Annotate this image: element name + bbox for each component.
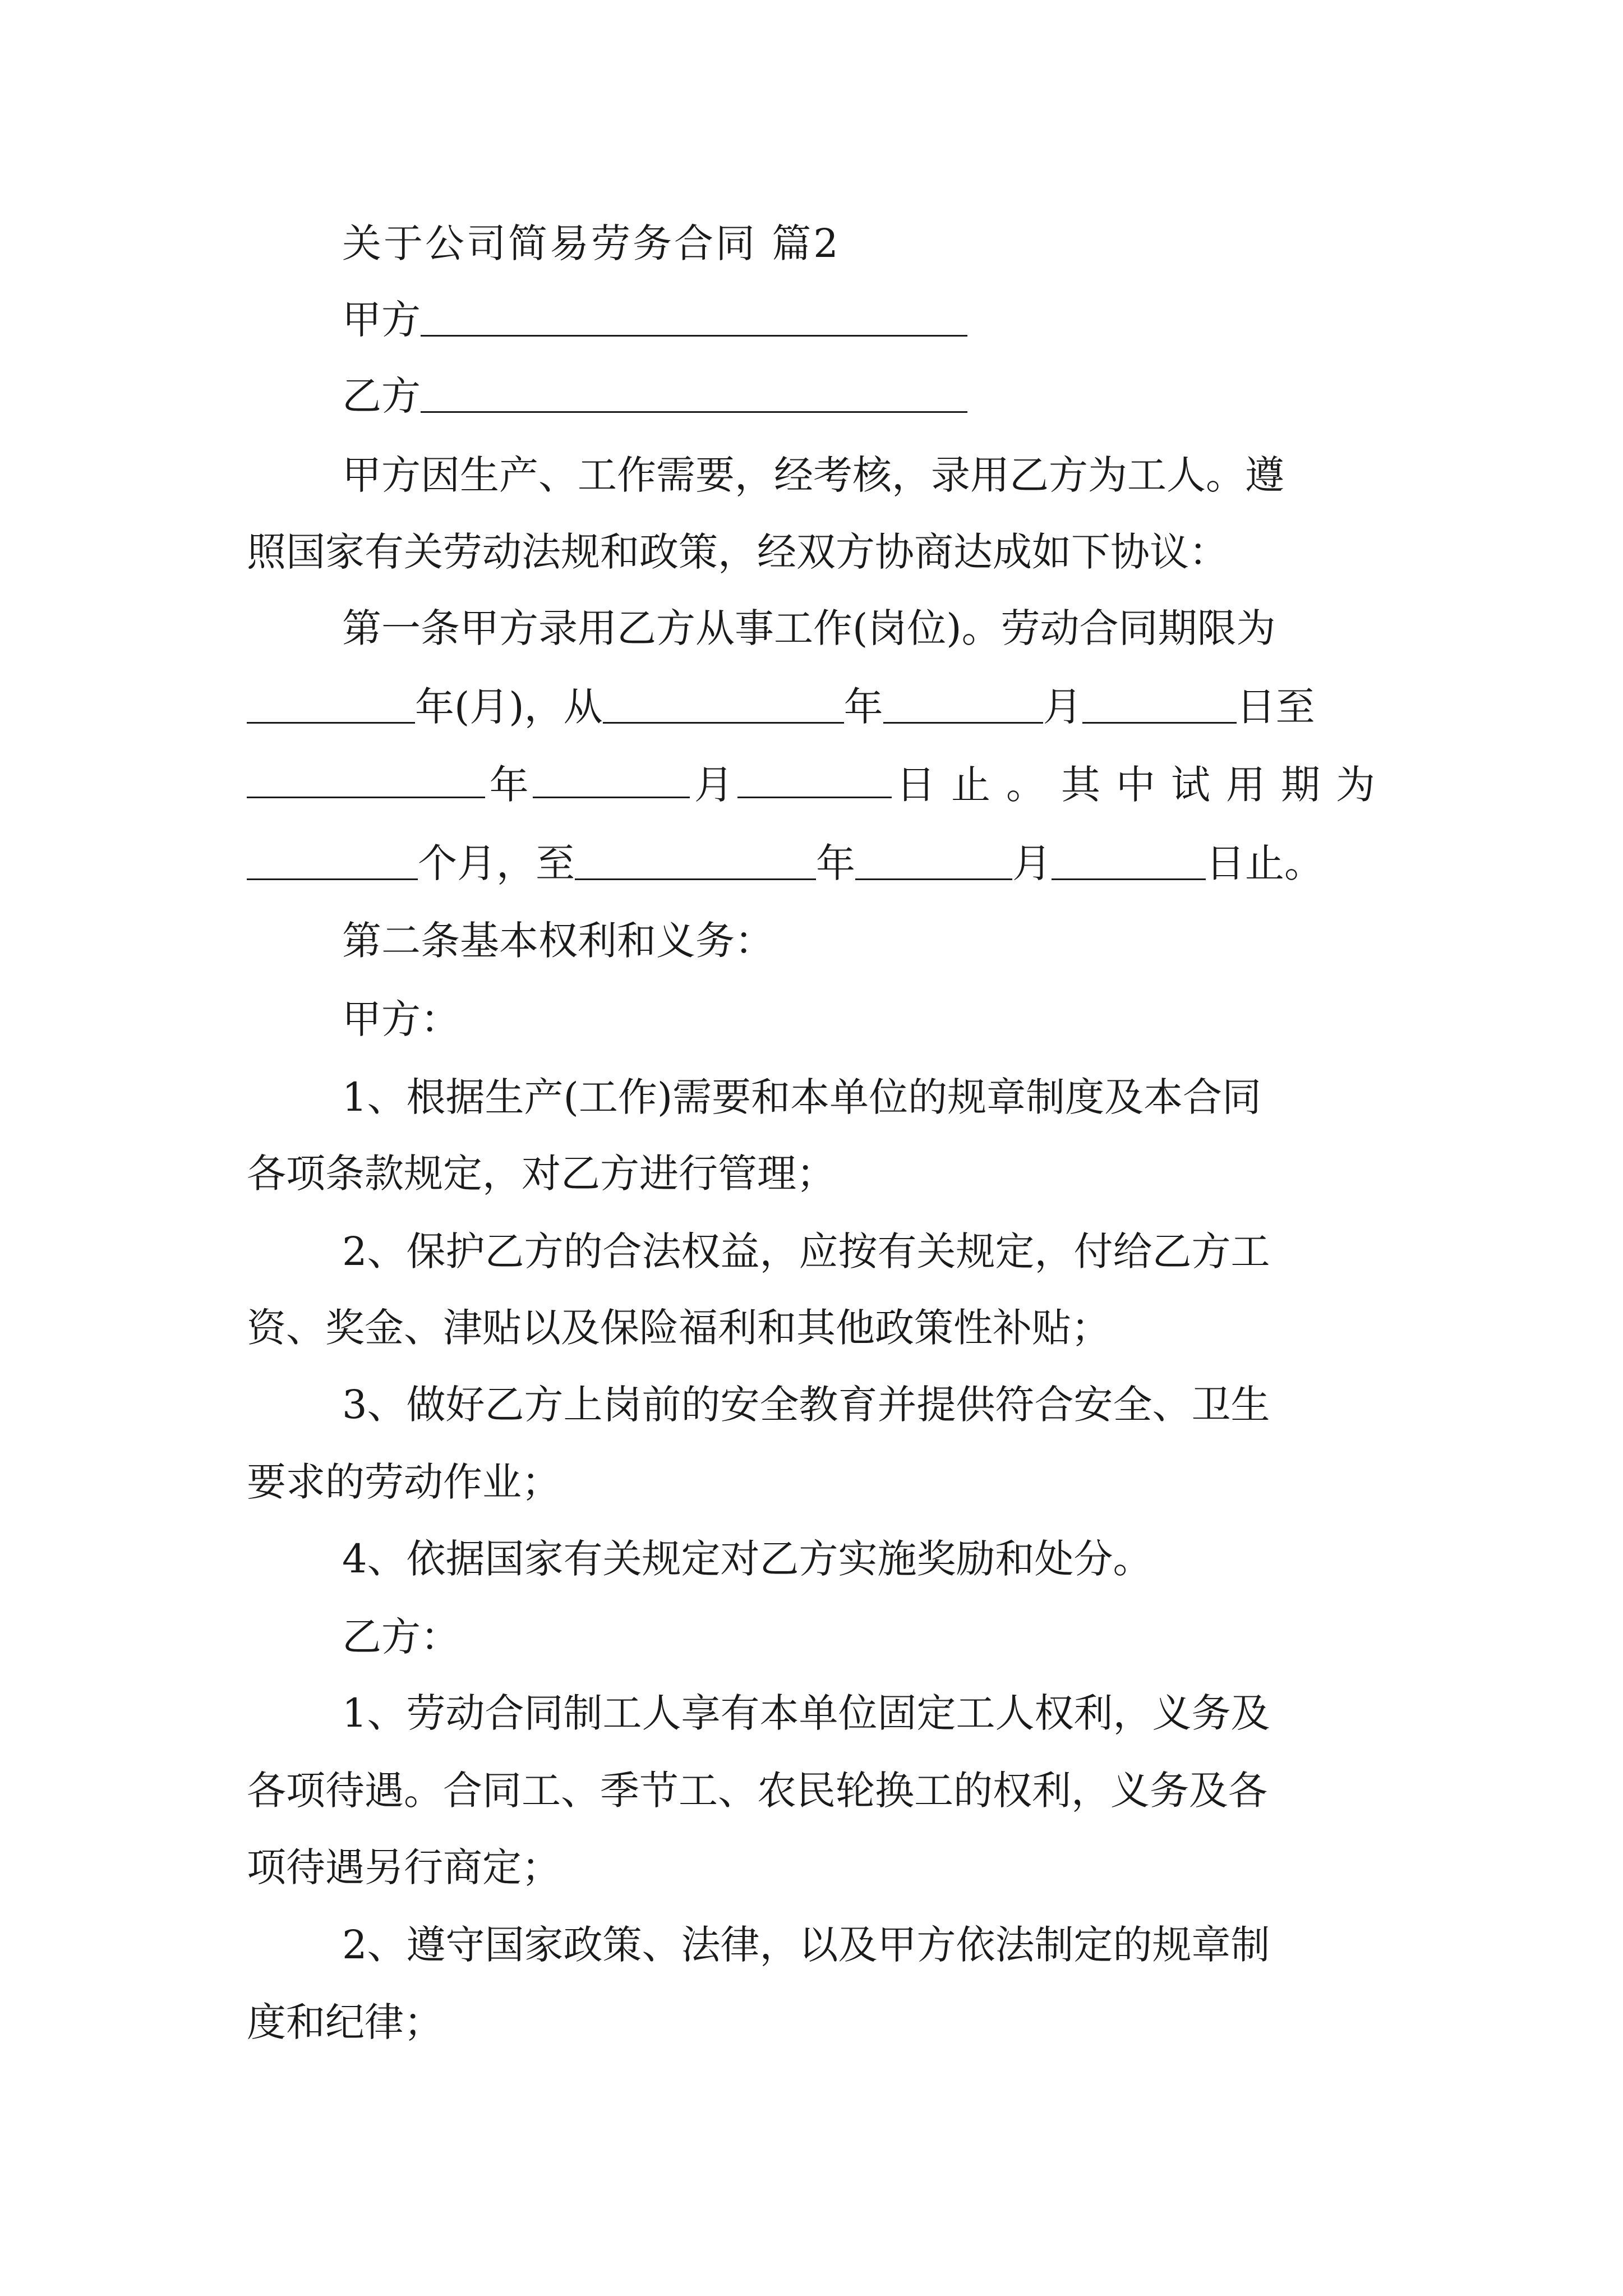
- article2-heading: 第二条基本权利和义务：: [342, 918, 774, 964]
- article1-line-2: [247, 683, 1391, 730]
- probation-day-text: 日止。: [1206, 840, 1324, 886]
- party-b-label: 乙方: [342, 373, 421, 419]
- probation-year-text: 年: [816, 840, 855, 886]
- start-year-text: 年: [843, 684, 883, 730]
- b-item-1-line-3: 项待遇另行商定；: [247, 1844, 561, 1890]
- probation-month-blank[interactable]: [855, 878, 1012, 880]
- term-blank[interactable]: [247, 722, 415, 724]
- article1-line-3: [247, 761, 1391, 808]
- party-b-blank[interactable]: [421, 411, 967, 413]
- b-item-1-line-2: 各项待遇。合同工、季节工、农民轮换工的权利，义务及各: [247, 1768, 1267, 1814]
- a-item-2-line-2: 资、奖金、津贴以及保险福利和其他政策性补贴；: [247, 1305, 1110, 1351]
- party-a-duties-heading: 甲方：: [342, 996, 460, 1042]
- document-title: 关于公司简易劳务合同 篇2: [342, 220, 841, 266]
- end-year-blank[interactable]: [247, 797, 485, 798]
- start-year-blank[interactable]: [603, 722, 844, 724]
- probation-months-blank[interactable]: [247, 878, 418, 880]
- end-day-text: 日止。其中试用期为: [896, 762, 1391, 808]
- a-item-4-line-1: 4、依据国家有关规定对乙方实施奖励和处分。: [342, 1536, 1152, 1582]
- term-text: 年(月)，从: [415, 684, 603, 730]
- party-b-duties-heading: 乙方：: [342, 1614, 460, 1660]
- party-a-label: 甲方: [342, 297, 421, 343]
- article1-line-1: 第一条甲方录用乙方从事工作(岗位)。劳动合同期限为: [342, 605, 1276, 651]
- a-item-2-line-1: 2、保护乙方的合法权益，应按有关规定，付给乙方工: [342, 1228, 1270, 1274]
- start-month-blank[interactable]: [883, 722, 1043, 724]
- a-item-1-line-1: 1、根据生产(工作)需要和本单位的规章制度及本合同: [342, 1074, 1262, 1120]
- probation-day-blank[interactable]: [1052, 878, 1206, 880]
- intro-line-1: 甲方因生产、工作需要，经考核，录用乙方为工人。遵: [342, 452, 1284, 498]
- a-item-3-line-1: 3、做好乙方上岗前的安全教育并提供符合安全、卫生: [342, 1382, 1270, 1428]
- start-month-text: 月: [1043, 684, 1082, 730]
- b-item-2-line-2: 度和纪律；: [247, 1999, 443, 2045]
- probation-year-blank[interactable]: [575, 878, 816, 880]
- start-day-text: 日至: [1236, 684, 1315, 730]
- probation-month-text: 月: [1012, 840, 1052, 886]
- party-a-blank[interactable]: [421, 335, 967, 337]
- intro-line-2: 照国家有关劳动法规和政策，经双方协商达成如下协议：: [247, 529, 1228, 575]
- b-item-1-line-1: 1、劳动合同制工人享有本单位固定工人权利，义务及: [342, 1690, 1270, 1736]
- end-month-text: 月: [694, 762, 734, 808]
- b-item-2-line-1: 2、遵守国家政策、法律，以及甲方依法制定的规章制: [342, 1922, 1270, 1968]
- end-day-blank[interactable]: [737, 797, 892, 798]
- end-year-text: 年: [489, 762, 529, 808]
- article1-line-4: [247, 840, 1391, 887]
- party-a-line: [342, 296, 1391, 343]
- a-item-3-line-2: 要求的劳动作业；: [247, 1459, 561, 1505]
- a-item-1-line-2: 各项条款规定，对乙方进行管理；: [247, 1151, 836, 1197]
- start-day-blank[interactable]: [1082, 722, 1237, 724]
- end-month-blank[interactable]: [533, 797, 690, 798]
- party-b-line: [342, 372, 1391, 420]
- probation-months-text: 个月，至: [418, 840, 575, 886]
